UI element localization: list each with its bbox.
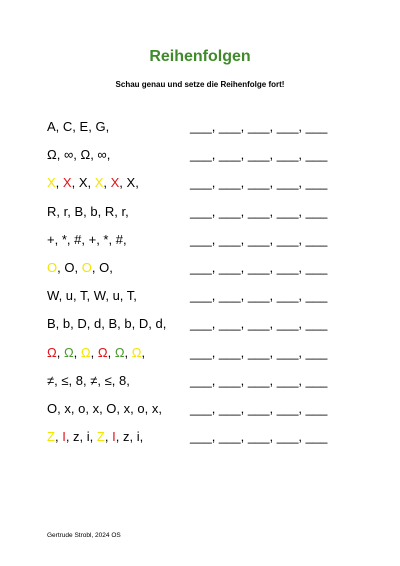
sequence-symbol: 8 — [118, 372, 127, 388]
separator: , — [129, 429, 137, 445]
sequence-row — [47, 169, 347, 197]
separator: , — [139, 429, 147, 445]
sequence-row — [47, 254, 347, 282]
sequence-symbol: O — [99, 259, 110, 275]
separator: , — [99, 400, 107, 416]
separator: , — [89, 429, 97, 445]
sequence-items — [47, 147, 114, 162]
sequence-row — [47, 226, 347, 254]
separator: , — [144, 400, 152, 416]
answer-blanks: ___, ___, ___, ___, ___ — [190, 259, 328, 275]
separator: , — [97, 372, 105, 388]
separator: , — [70, 400, 79, 416]
sequence-symbol: B — [47, 316, 56, 332]
separator: , — [109, 259, 117, 275]
separator: , — [86, 316, 94, 332]
separator: , — [122, 231, 131, 247]
sequence-symbol: u — [112, 288, 120, 304]
sequence-symbol: r — [63, 203, 68, 219]
sequence-items — [47, 232, 130, 247]
sequence-symbol: u — [65, 288, 74, 304]
separator: , — [73, 344, 81, 360]
separator: , — [58, 288, 66, 304]
sequence-row — [47, 113, 347, 141]
sequence-symbol: x — [64, 400, 71, 416]
separator: , — [88, 119, 96, 134]
answer-blanks: ___, ___, ___, ___, ___ — [190, 231, 328, 247]
sequence-symbol: A — [47, 119, 56, 134]
sequence-items — [47, 119, 113, 134]
answer-blanks: ___, ___, ___, ___, ___ — [190, 203, 328, 219]
separator: , — [107, 344, 115, 360]
answer-blanks: ___, ___, ___, ___, ___ — [190, 344, 328, 360]
separator: , — [108, 231, 116, 247]
separator: , — [111, 372, 119, 388]
separator: , — [56, 203, 64, 219]
sequence-symbol: Ω — [80, 147, 91, 163]
separator: , — [68, 372, 76, 388]
sequence-row — [47, 198, 347, 226]
separator: , — [96, 231, 104, 247]
sequence-symbol: Ω — [131, 344, 142, 360]
separator: , — [56, 147, 64, 163]
answer-blanks: ___, ___, ___, ___, ___ — [190, 429, 328, 445]
sequence-symbol: C — [62, 119, 73, 134]
sequence-symbol: B — [74, 203, 84, 219]
sequence-symbol: r — [121, 203, 126, 219]
sequence-symbol: X — [78, 175, 88, 191]
author-footer: Gertrude Strobl, 2024 OS — [47, 532, 121, 539]
separator: , — [55, 119, 63, 134]
sequence-symbol: Ω — [63, 344, 74, 360]
sequence-row — [47, 367, 347, 395]
separator: , — [105, 119, 113, 134]
sequence-symbol: ∞ — [97, 147, 107, 163]
answer-blanks: ___, ___, ___, ___, ___ — [190, 372, 328, 388]
sequence-symbol: x — [123, 400, 131, 416]
sequence-row — [47, 395, 347, 423]
separator: , — [133, 288, 141, 304]
separator: , — [130, 400, 138, 416]
answer-blanks: ___, ___, ___, ___, ___ — [190, 288, 328, 304]
instruction-text: Schau genau und setze die Reihenfolge fort! — [115, 80, 285, 89]
separator: , — [117, 316, 125, 332]
separator: , — [54, 372, 62, 388]
separator: , — [103, 175, 111, 191]
separator: , — [65, 429, 74, 445]
sequence-symbol: W — [93, 288, 106, 304]
sequence-symbol: # — [74, 231, 82, 247]
sequence-symbol: ≠ — [90, 372, 98, 388]
separator: , — [54, 231, 62, 247]
sequence-symbol: x — [151, 400, 159, 416]
sequence-items — [47, 373, 133, 388]
sequence-items — [47, 204, 132, 219]
sequence-row — [47, 141, 347, 169]
separator: , — [126, 372, 134, 388]
separator: , — [83, 203, 91, 219]
separator: , — [141, 344, 149, 360]
answer-blanks: ___, ___, ___, ___, ___ — [190, 400, 328, 416]
sequence-symbol: ≠ — [47, 372, 55, 388]
sequence-symbol: T — [126, 288, 134, 304]
sequence-row — [47, 423, 347, 451]
sequence-symbol: E — [79, 119, 89, 134]
sequence-row — [47, 310, 347, 338]
answer-blanks: ___, ___, ___, ___, ___ — [190, 147, 328, 163]
separator: , — [86, 288, 94, 304]
separator: , — [119, 288, 127, 304]
separator: , — [158, 400, 166, 416]
sequence-symbol: I — [112, 429, 116, 445]
separator: , — [115, 429, 123, 445]
sequence-symbol: T — [80, 288, 87, 304]
sequence-symbol: R — [104, 203, 115, 219]
separator: , — [85, 400, 93, 416]
sequence-symbol: * — [61, 231, 67, 247]
page-title: Reihenfolgen — [149, 48, 251, 65]
separator: , — [66, 231, 75, 247]
sequence-symbol: z — [73, 429, 80, 445]
answer-blanks: ___, ___, ___, ___, ___ — [190, 175, 328, 191]
separator: , — [57, 400, 65, 416]
separator: , — [57, 259, 65, 275]
sequence-items — [47, 288, 141, 303]
sequence-symbol: 8 — [75, 372, 83, 388]
sequence-symbol: + — [47, 231, 55, 247]
sequence-symbol: Ω — [114, 344, 125, 360]
separator: , — [90, 147, 98, 163]
sequence-symbol: X — [110, 175, 120, 191]
answer-blanks: ___, ___, ___, ___, ___ — [190, 119, 328, 134]
separator: , — [55, 316, 63, 332]
sequence-symbol: D — [138, 316, 149, 332]
sequence-symbol: W — [47, 288, 59, 304]
separator: , — [82, 372, 91, 388]
separator: , — [71, 175, 79, 191]
answer-blanks: ___, ___, ___, ___, ___ — [190, 316, 328, 332]
sequence-symbol: Ω — [80, 344, 91, 360]
sequence-symbol: R — [47, 203, 57, 219]
separator: , — [72, 119, 80, 134]
separator: , — [55, 175, 63, 191]
sequence-symbol: X — [126, 175, 136, 191]
separator: , — [162, 316, 170, 332]
separator: , — [81, 231, 89, 247]
sequence-items — [47, 316, 170, 331]
sequence-symbol: Ω — [47, 147, 57, 163]
sequence-symbol: X — [94, 175, 104, 191]
separator: , — [73, 288, 81, 304]
separator: , — [74, 259, 82, 275]
sequence-symbol: I — [62, 429, 66, 445]
sequence-symbol: ≤ — [61, 372, 69, 388]
separator: , — [124, 344, 132, 360]
sequence-symbol: + — [88, 231, 97, 247]
separator: , — [135, 175, 143, 191]
sequence-symbol: ∞ — [63, 147, 74, 163]
sequence-symbol: i — [86, 429, 90, 445]
separator: , — [70, 316, 78, 332]
sequence-row — [47, 339, 347, 367]
separator: , — [91, 259, 100, 275]
sequence-row — [47, 282, 347, 310]
sequence-symbol: x — [92, 400, 100, 416]
sequence-symbol: Ω — [47, 344, 57, 360]
separator: , — [106, 147, 114, 163]
sequence-symbol: * — [103, 231, 109, 247]
sequence-symbol: O — [47, 259, 58, 275]
sequence-symbol: O — [64, 259, 75, 275]
sequence-symbol: z — [122, 429, 130, 445]
separator: , — [79, 429, 87, 445]
sequence-symbol: o — [78, 400, 86, 416]
sequence-items — [47, 260, 116, 275]
sequence-symbol: O — [81, 259, 92, 275]
sequence-symbol: d — [155, 316, 163, 332]
separator: , — [90, 344, 98, 360]
sequence-items — [47, 175, 142, 190]
separator: , — [148, 316, 156, 332]
sequence-symbol: O — [47, 400, 58, 416]
sequence-symbol: d — [94, 316, 102, 332]
separator: , — [105, 288, 113, 304]
sequence-symbol: Z — [96, 429, 105, 445]
sequence-symbol: b — [124, 316, 132, 332]
sequence-symbol: X — [62, 175, 72, 191]
sequence-items — [47, 345, 149, 360]
sequence-symbol: X — [47, 175, 56, 191]
separator: , — [101, 316, 109, 332]
sequence-symbol: Ω — [97, 344, 108, 360]
separator: , — [114, 203, 122, 219]
sequence-items — [47, 401, 166, 416]
separator: , — [67, 203, 75, 219]
separator: , — [54, 429, 63, 445]
sequence-symbol: o — [137, 400, 145, 416]
separator: , — [116, 400, 124, 416]
sequence-symbol: b — [90, 203, 98, 219]
sequence-symbol: ≤ — [104, 372, 112, 388]
sequence-list — [47, 113, 347, 451]
sequence-symbol: B — [108, 316, 118, 332]
sequence-items — [47, 429, 147, 444]
separator: , — [73, 147, 81, 163]
separator: , — [131, 316, 139, 332]
sequence-symbol: Z — [47, 429, 55, 445]
separator: , — [125, 203, 133, 219]
sequence-symbol: O — [106, 400, 117, 416]
separator: , — [119, 175, 127, 191]
sequence-symbol: # — [115, 231, 123, 247]
separator: , — [87, 175, 95, 191]
sequence-symbol: D — [77, 316, 87, 332]
separator: , — [97, 203, 105, 219]
sequence-symbol: i — [136, 429, 140, 445]
separator: , — [104, 429, 113, 445]
sequence-symbol: G — [95, 119, 106, 134]
sequence-symbol: b — [62, 316, 71, 332]
separator: , — [56, 344, 64, 360]
